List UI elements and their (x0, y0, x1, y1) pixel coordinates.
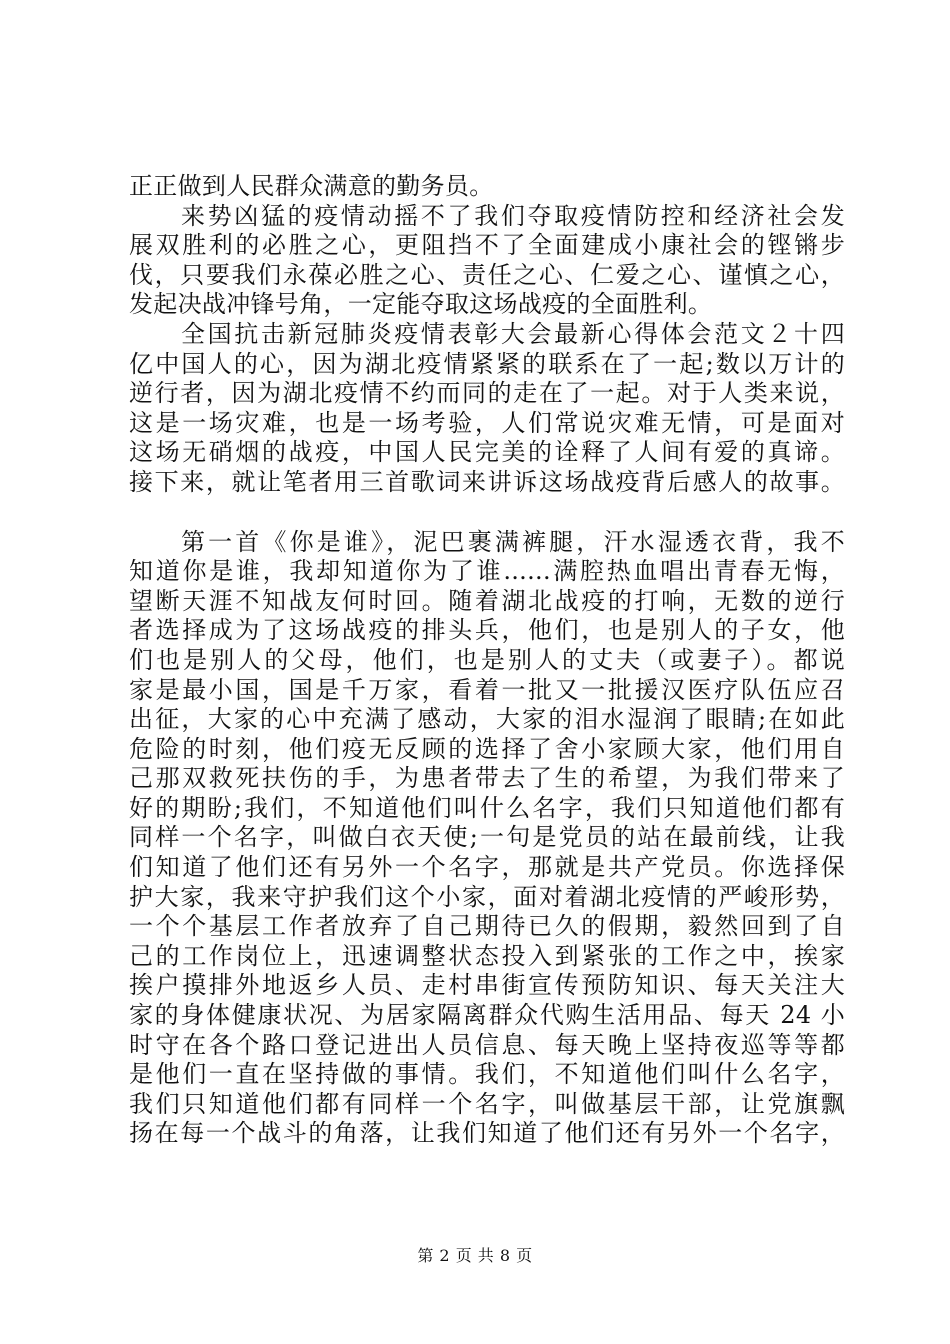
text-line: 望断天涯不知战友何时回。随着湖北战疫的打响，无数的逆行 (129, 586, 845, 615)
text-line: 知道你是谁，我却知道你为了谁......满腔热血唱出青春无悔， (129, 557, 845, 586)
page-number: 第 2 页 共 8 页 (417, 1246, 533, 1265)
text-line: 时守在各个路口登记进出人员信息、每天晚上坚持夜巡等等都 (129, 1030, 845, 1059)
paragraph-1 (129, 172, 845, 202)
text-line: 挨户摸排外地返乡人员、走村串街宣传预防知识、每天关注大 (129, 971, 845, 1000)
page-footer (0, 1243, 950, 1266)
text-line: 这是一场灾难，也是一场考验，人们常说灾难无情，可是面对 (129, 408, 845, 437)
text-line: 们知道了他们还有另外一个名字，那就是共产党员。你选择保 (129, 853, 845, 882)
document-body (129, 172, 845, 1149)
text-line: 逆行者，因为湖北疫情不约而同的走在了一起。对于人类来说， (129, 379, 845, 408)
text-line: 危险的时刻，他们疫无反顾的选择了舍小家顾大家，他们用自 (129, 734, 845, 763)
text-line: 一个个基层工作者放弃了自己期待已久的假期，毅然回到了自 (129, 912, 845, 941)
text-line: 好的期盼;我们，不知道他们叫什么名字，我们只知道他们都有 (129, 793, 845, 822)
text-line: 出征，大家的心中充满了感动，大家的泪水湿润了眼睛;在如此 (129, 705, 845, 734)
text-line: 者选择成为了这场战疫的排头兵，他们，也是别人的子女，他 (129, 616, 845, 645)
paragraph-4 (129, 528, 845, 1149)
text-line: 亿中国人的心，因为湖北疫情紧紧的联系在了一起;数以万计的 (129, 349, 845, 378)
text-line: 家是最小国，国是千万家，看着一批又一批援汉医疗队伍应召 (129, 675, 845, 704)
text-line: 们也是别人的父母，他们，也是别人的丈夫（或妻子）。都说 (129, 645, 845, 674)
text-line: 家的身体健康状况、为居家隔离群众代购生活用品、每天 24 小 (129, 1001, 845, 1030)
text-line: 接下来，就让笔者用三首歌词来讲诉这场战疫背后感人的故事。 (129, 467, 845, 496)
paragraph-2 (129, 202, 845, 320)
text-line: 我们只知道他们都有同样一个名字，叫做基层干部，让党旗飘 (129, 1089, 845, 1118)
text-line: 第一首《你是谁》，泥巴裹满裤腿，汗水湿透衣背，我不 (181, 527, 845, 556)
text-line: 己那双救死扶伤的手，为患者带去了生的希望，为我们带来了 (129, 764, 845, 793)
paragraph-3 (129, 320, 845, 498)
text-line: 是他们一直在坚持做的事情。我们，不知道他们叫什么名字， (129, 1060, 845, 1089)
text-line: 扬在每一个战斗的角落，让我们知道了他们还有另外一个名字， (129, 1119, 845, 1148)
text-line: 正正做到人民群众满意的勤务员。 (129, 172, 494, 200)
text-line: 展双胜利的必胜之心，更阻挡不了全面建成小康社会的铿锵步 (129, 231, 845, 260)
text-line: 全国抗击新冠肺炎疫情表彰大会最新心得体会范文２十四 (181, 319, 845, 348)
text-line: 己的工作岗位上，迅速调整状态投入到紧张的工作之中，挨家 (129, 941, 845, 970)
text-line: 发起决战冲锋号角，一定能夺取这场战疫的全面胜利。 (129, 290, 713, 319)
text-line: 伐，只要我们永葆必胜之心、责任之心、仁爱之心、谨慎之心， (129, 260, 845, 289)
text-line: 来势凶猛的疫情动摇不了我们夺取疫情防控和经济社会发 (181, 201, 845, 230)
text-line: 这场无硝烟的战疫，中国人民完美的诠释了人间有爱的真谛。 (129, 438, 845, 467)
paragraph-spacer (129, 498, 845, 528)
text-line: 同样一个名字，叫做白衣天使;一句是党员的站在最前线，让我 (129, 823, 845, 852)
text-line: 护大家，我来守护我们这个小家，面对着湖北疫情的严峻形势， (129, 882, 845, 911)
